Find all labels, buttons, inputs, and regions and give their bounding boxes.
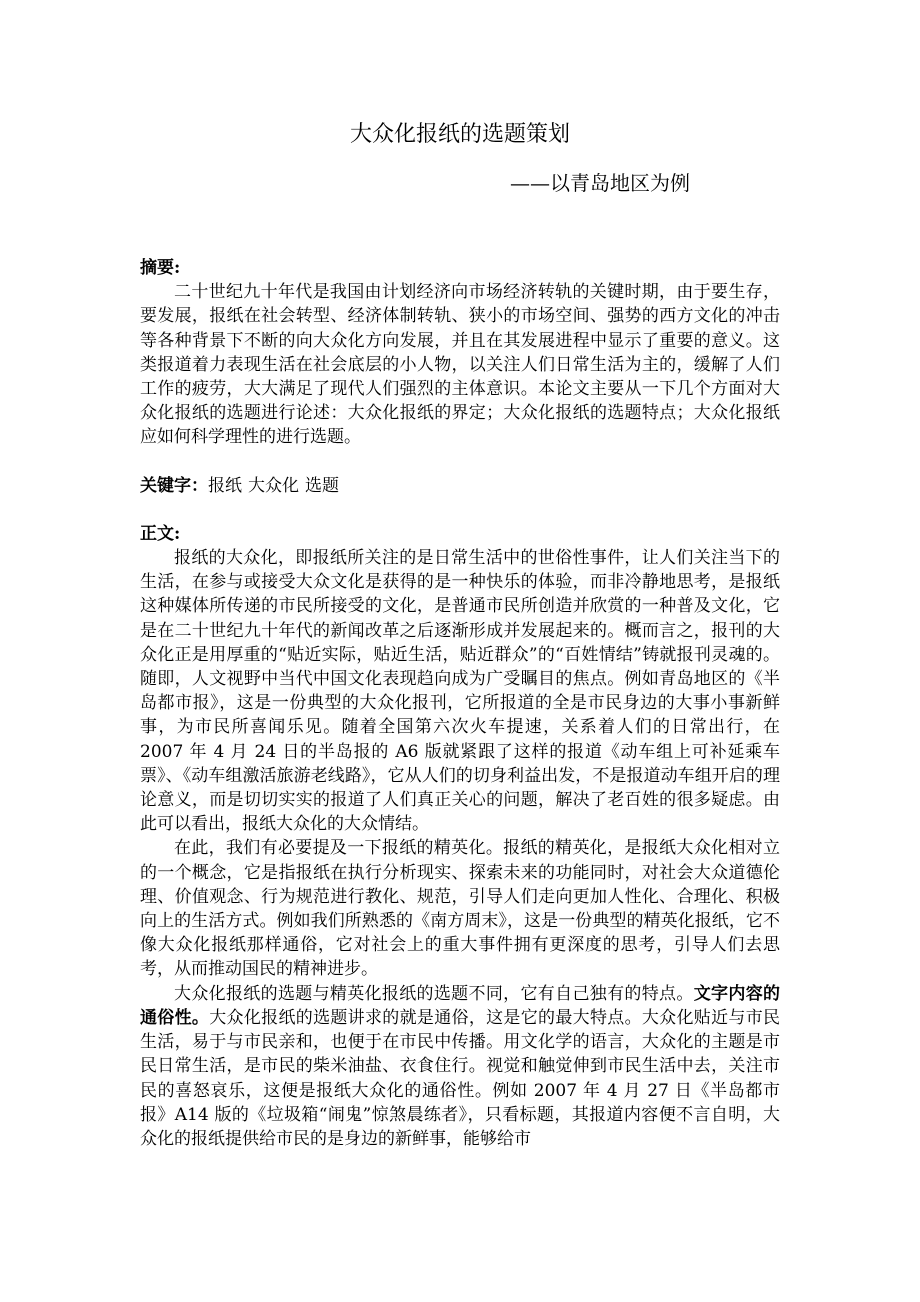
- keyword-item: 报纸: [208, 475, 242, 496]
- abstract-label: 摘要:: [140, 258, 181, 278]
- body-paragraph-1: 报纸的大众化，即报纸所关注的是日常生活中的世俗性事件，让人们关注当下的生活，在参与或接受大众文化是获得的是一种快乐的体验，而非冷静地思考，是报纸这种媒体所传递的市民所接受的文化，是普通市民所创造并欣赏的一种普及文化，它是在二十世纪九十年代的新闻改革之后逐渐形成并发展起来的。概而言之，报刊的大众化正是用厚重的“贴近实际，贴近生活，贴近群众”的“百姓情结”铸就报刊灵魂的。随即，人文视野中当代中国文化表现趋向成为广受瞩目的焦点。例如青岛地区的《半岛都市报》，这是一份典型的大众化报刊，它所报道的全是市民身边的大事小事新鲜事，为市民所喜闻乐见。随着全国第六次火车提速，关系着人们的日常出行，在 2007 年 4 月 24 日的半岛报的 A6 版就紧跟了这样的报道《动车组上可补延乘车票》、《动车组激活旅游老线路》，它从人们的切身利益出发，不是报道动车组开启的理论意义，而是切切实实的报道了人们真正关心的问题，解决了老百姓的很多疑虑。由此可以看出，报纸大众化的大众情结。: [140, 548, 780, 835]
- body-paragraph-2: 在此，我们有必要提及一下报纸的精英化。报纸的精英化，是报纸大众化相对立的一个概念，它是指报纸在执行分析现实、探索未来的功能同时，对社会大众道德伦理、价值观念、行为规范进行教化、规范，引导人们走向更加人性化、合理化、积极向上的生活方式。例如我们所熟悉的《南方周末》，这是一份典型的精英化报纸，它不像大众化报纸那样通俗，它对社会上的重大事件拥有更深度的思考，引导人们去思考，从而推动国民的精神进步。: [140, 838, 780, 980]
- keyword-item: 选题: [305, 475, 339, 496]
- abstract-text: 二十世纪九十年代是我国由计划经济向市场经济转轨的关键时期，由于要生存，要发展，报纸在社会转型、经济体制转轨、狭小的市场空间、强势的西方文化的冲击等各种背景下不断的向大众化方向发展，并且在其发展进程中显示了重要的意义。这类报道着力表现生活在社会底层的小人物，以关注人们日常生活为主的，缓解了人们工作的疲劳，大大满足了现代人们强烈的主体意识。本论文主要从一下几个方面对大众化报纸的选题进行论述：大众化报纸的界定；大众化报纸的选题特点；大众化报纸应如何科学理性的进行选题。: [140, 282, 780, 448]
- body-paragraph-3: [140, 982, 780, 1151]
- paragraph-3-rest: 大众化报纸的选题讲求的就是通俗，这是它的最大特点。大众化贴近与市民生活，易于与市民亲和，也便于在市民中传播。用文化学的语言，大众化的主题是市民日常生活，是市民的柴米油盐、衣食住行。视觉和触觉伸到市民生活中去，关注市民的喜怒哀乐，这便是报纸大众化的通俗性。例如 2007 年 4 月 27 日《半岛都市报》A14 版的《垃圾箱“闹鬼”惊煞晨练者》，只看标题，其报道内容便不言自明，大众化的报纸提供给市民的是身边的新鲜事，能够给市: [140, 1007, 781, 1149]
- document-title: 大众化报纸的选题策划: [349, 122, 570, 147]
- paragraph-3-emphasis: 文字内容的通俗性。: [140, 983, 781, 1028]
- spacer: [140, 450, 780, 474]
- body-label: 正文:: [140, 523, 181, 544]
- document-subtitle: ——以青岛地区为例: [510, 171, 690, 195]
- paragraph-3-lead: 大众化报纸的选题与精英化报纸的选题不同，它有自己独有的特点。: [174, 983, 694, 1004]
- document-content: [140, 256, 780, 1151]
- keywords-line: [140, 474, 780, 498]
- keywords-label: 关键字：: [140, 475, 208, 496]
- keyword-item: 大众化: [248, 475, 299, 496]
- spacer: [140, 498, 780, 522]
